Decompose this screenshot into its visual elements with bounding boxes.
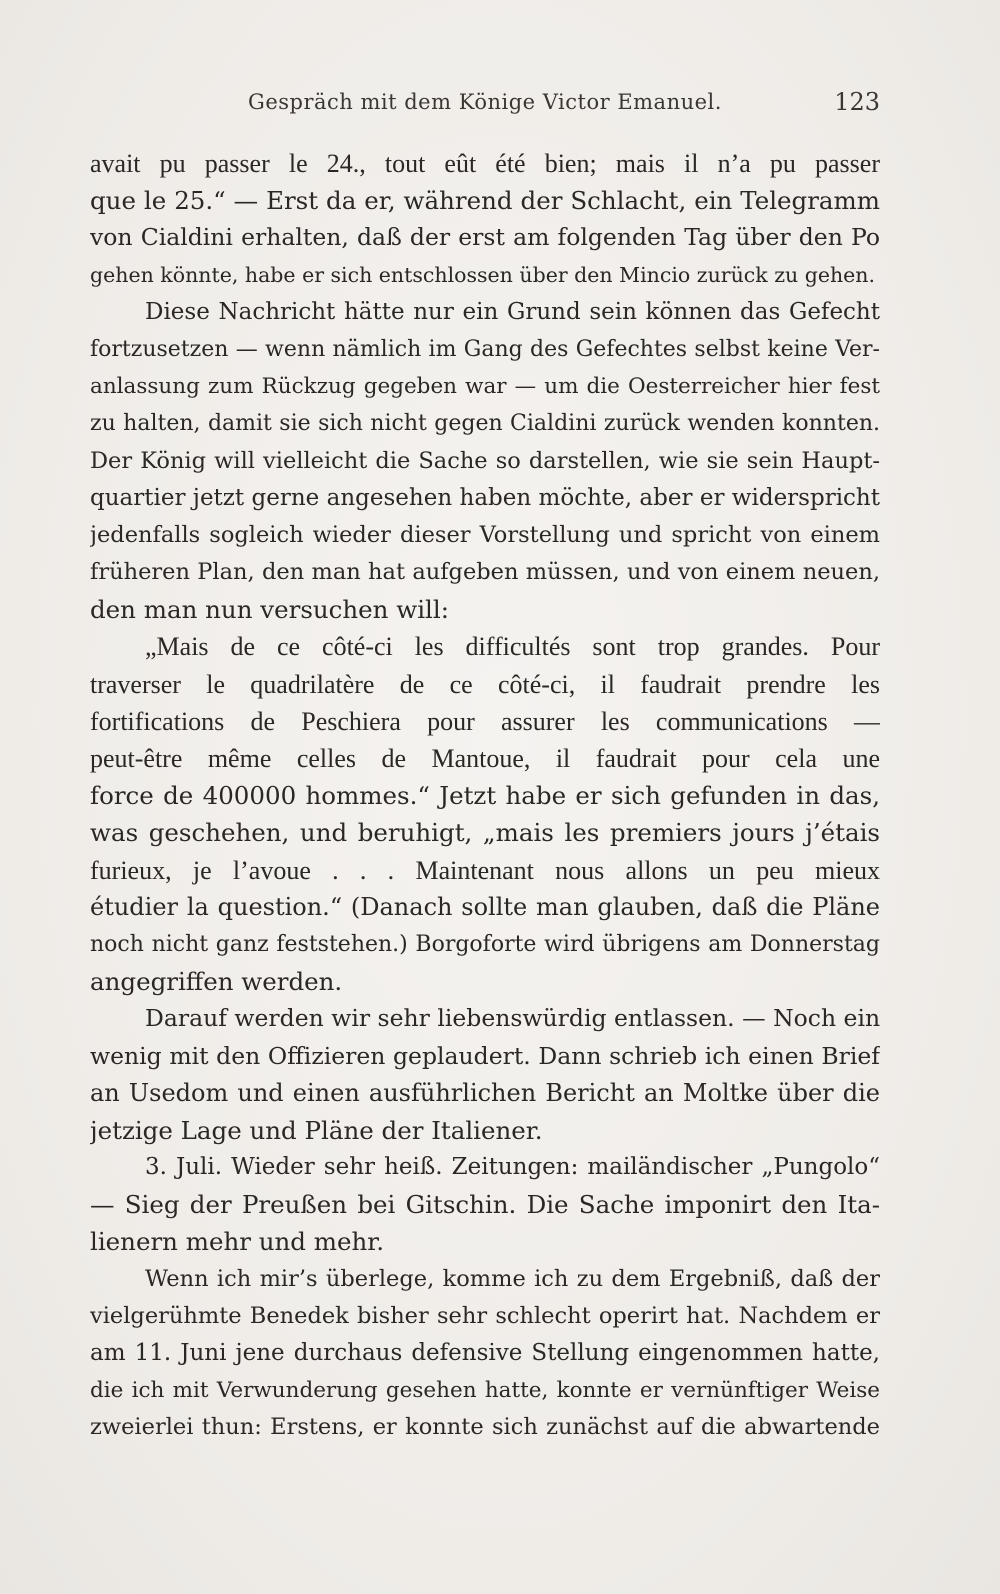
text-line: früheren Plan, den man hat aufgeben müssen, und von einem neuen,: [90, 559, 880, 586]
text-line: den man nun versuchen will:: [90, 595, 449, 625]
text-line: lienern mehr und mehr.: [90, 1227, 385, 1257]
text-line: furieux, je l’avoue . . . Maintenant nous allons un peu mieux: [90, 855, 880, 885]
text-line: noch nicht ganz feststehen.) Borgoforte wird übrigens am Donnerstag: [90, 931, 880, 957]
text-line: zu halten, damit sie sich nicht gegen Cialdini zurück wenden konnten.: [90, 411, 880, 437]
text-line: Der König will vielleicht die Sache so darstellen, wie sie sein Haupt-: [90, 447, 880, 474]
text-line: die ich mit Verwunderung gesehen hatte, konnte er vernünftiger Weise: [90, 1378, 880, 1404]
text-line: vielgerühmte Benedek bisher sehr schlecht operirt hat. Nachdem er: [90, 1302, 880, 1329]
text-line: am 11. Juni jene durchaus defensive Stellung eingenommen hatte,: [90, 1340, 880, 1366]
text-line: fortifications de Peschiera pour assurer les communications —: [90, 706, 880, 736]
text-line: traverser le quadrilatère de ce côté-ci, il faudrait prendre les: [90, 669, 880, 699]
text-line: — Sieg der Preußen bei Gitschin. Die Sache imponirt den Ita-: [90, 1190, 880, 1220]
text-line: avait pu passer le 24., tout eût été bien; mais il n’a pu passer: [90, 149, 880, 178]
text-line: Diese Nachricht hätte nur ein Grund sein können das Gefecht: [145, 298, 880, 325]
text-line: force de 400000 hommes.“ Jetzt habe er sich gefunden in das,: [90, 781, 880, 811]
text-line: wenig mit den Offizieren geplaudert. Dann schrieb ich einen Brief: [90, 1041, 880, 1070]
page-header: [90, 86, 880, 122]
text-line: zweierlei thun: Erstens, er konnte sich zunächst auf die abwartende: [90, 1414, 880, 1441]
page-number: 123: [834, 88, 880, 116]
running-title: Gespräch mit dem Könige Victor Emanuel.: [248, 90, 722, 114]
text-line: „Mais de ce côté-ci les difficultés sont trop grandes. Pour: [145, 632, 880, 662]
text-line: que le 25.“ — Erst da er, während der Schlacht, ein Telegramm: [90, 186, 880, 216]
text-line: fortzusetzen — wenn nämlich im Gang des Gefechtes selbst keine Ver-: [90, 336, 880, 362]
text-line: jetzige Lage und Pläne der Italiener.: [90, 1115, 543, 1145]
text-line: von Cialdini erhalten, daß der erst am folgenden Tag über den Po: [90, 223, 880, 252]
text-line: Wenn ich mir’s überlege, komme ich zu dem Ergebniß, daß der: [145, 1265, 880, 1292]
text-line: peut-être même celles de Mantoue, il faudrait pour cela une: [90, 744, 880, 773]
text-line: gehen könnte, habe er sich entschlossen über den Mincio zurück zu gehen.: [90, 262, 876, 287]
text-line: étudier la question.“ (Danach sollte man glauben, daß die Pläne: [90, 892, 880, 921]
body-text: [90, 145, 880, 1447]
text-line: 3. Juli. Wieder sehr heiß. Zeitungen: mailändischer „Pungolo“: [145, 1154, 880, 1181]
text-line: was geschehen, und beruhigt, „mais les premiers jours j’étais: [90, 818, 880, 848]
text-line: anlassung zum Rückzug gegeben war — um die Oesterreicher hier fest: [90, 374, 880, 400]
text-line: angegriffen werden.: [90, 967, 343, 997]
text-line: Darauf werden wir sehr liebenswürdig entlassen. — Noch ein: [145, 1004, 880, 1033]
text-line: quartier jetzt gerne angesehen haben möchte, aber er widerspricht: [90, 484, 880, 511]
text-line: an Usedom und einen ausführlichen Bericht an Moltke über die: [90, 1078, 880, 1107]
text-line: jedenfalls sogleich wieder dieser Vorstellung und spricht von einem: [90, 521, 880, 548]
